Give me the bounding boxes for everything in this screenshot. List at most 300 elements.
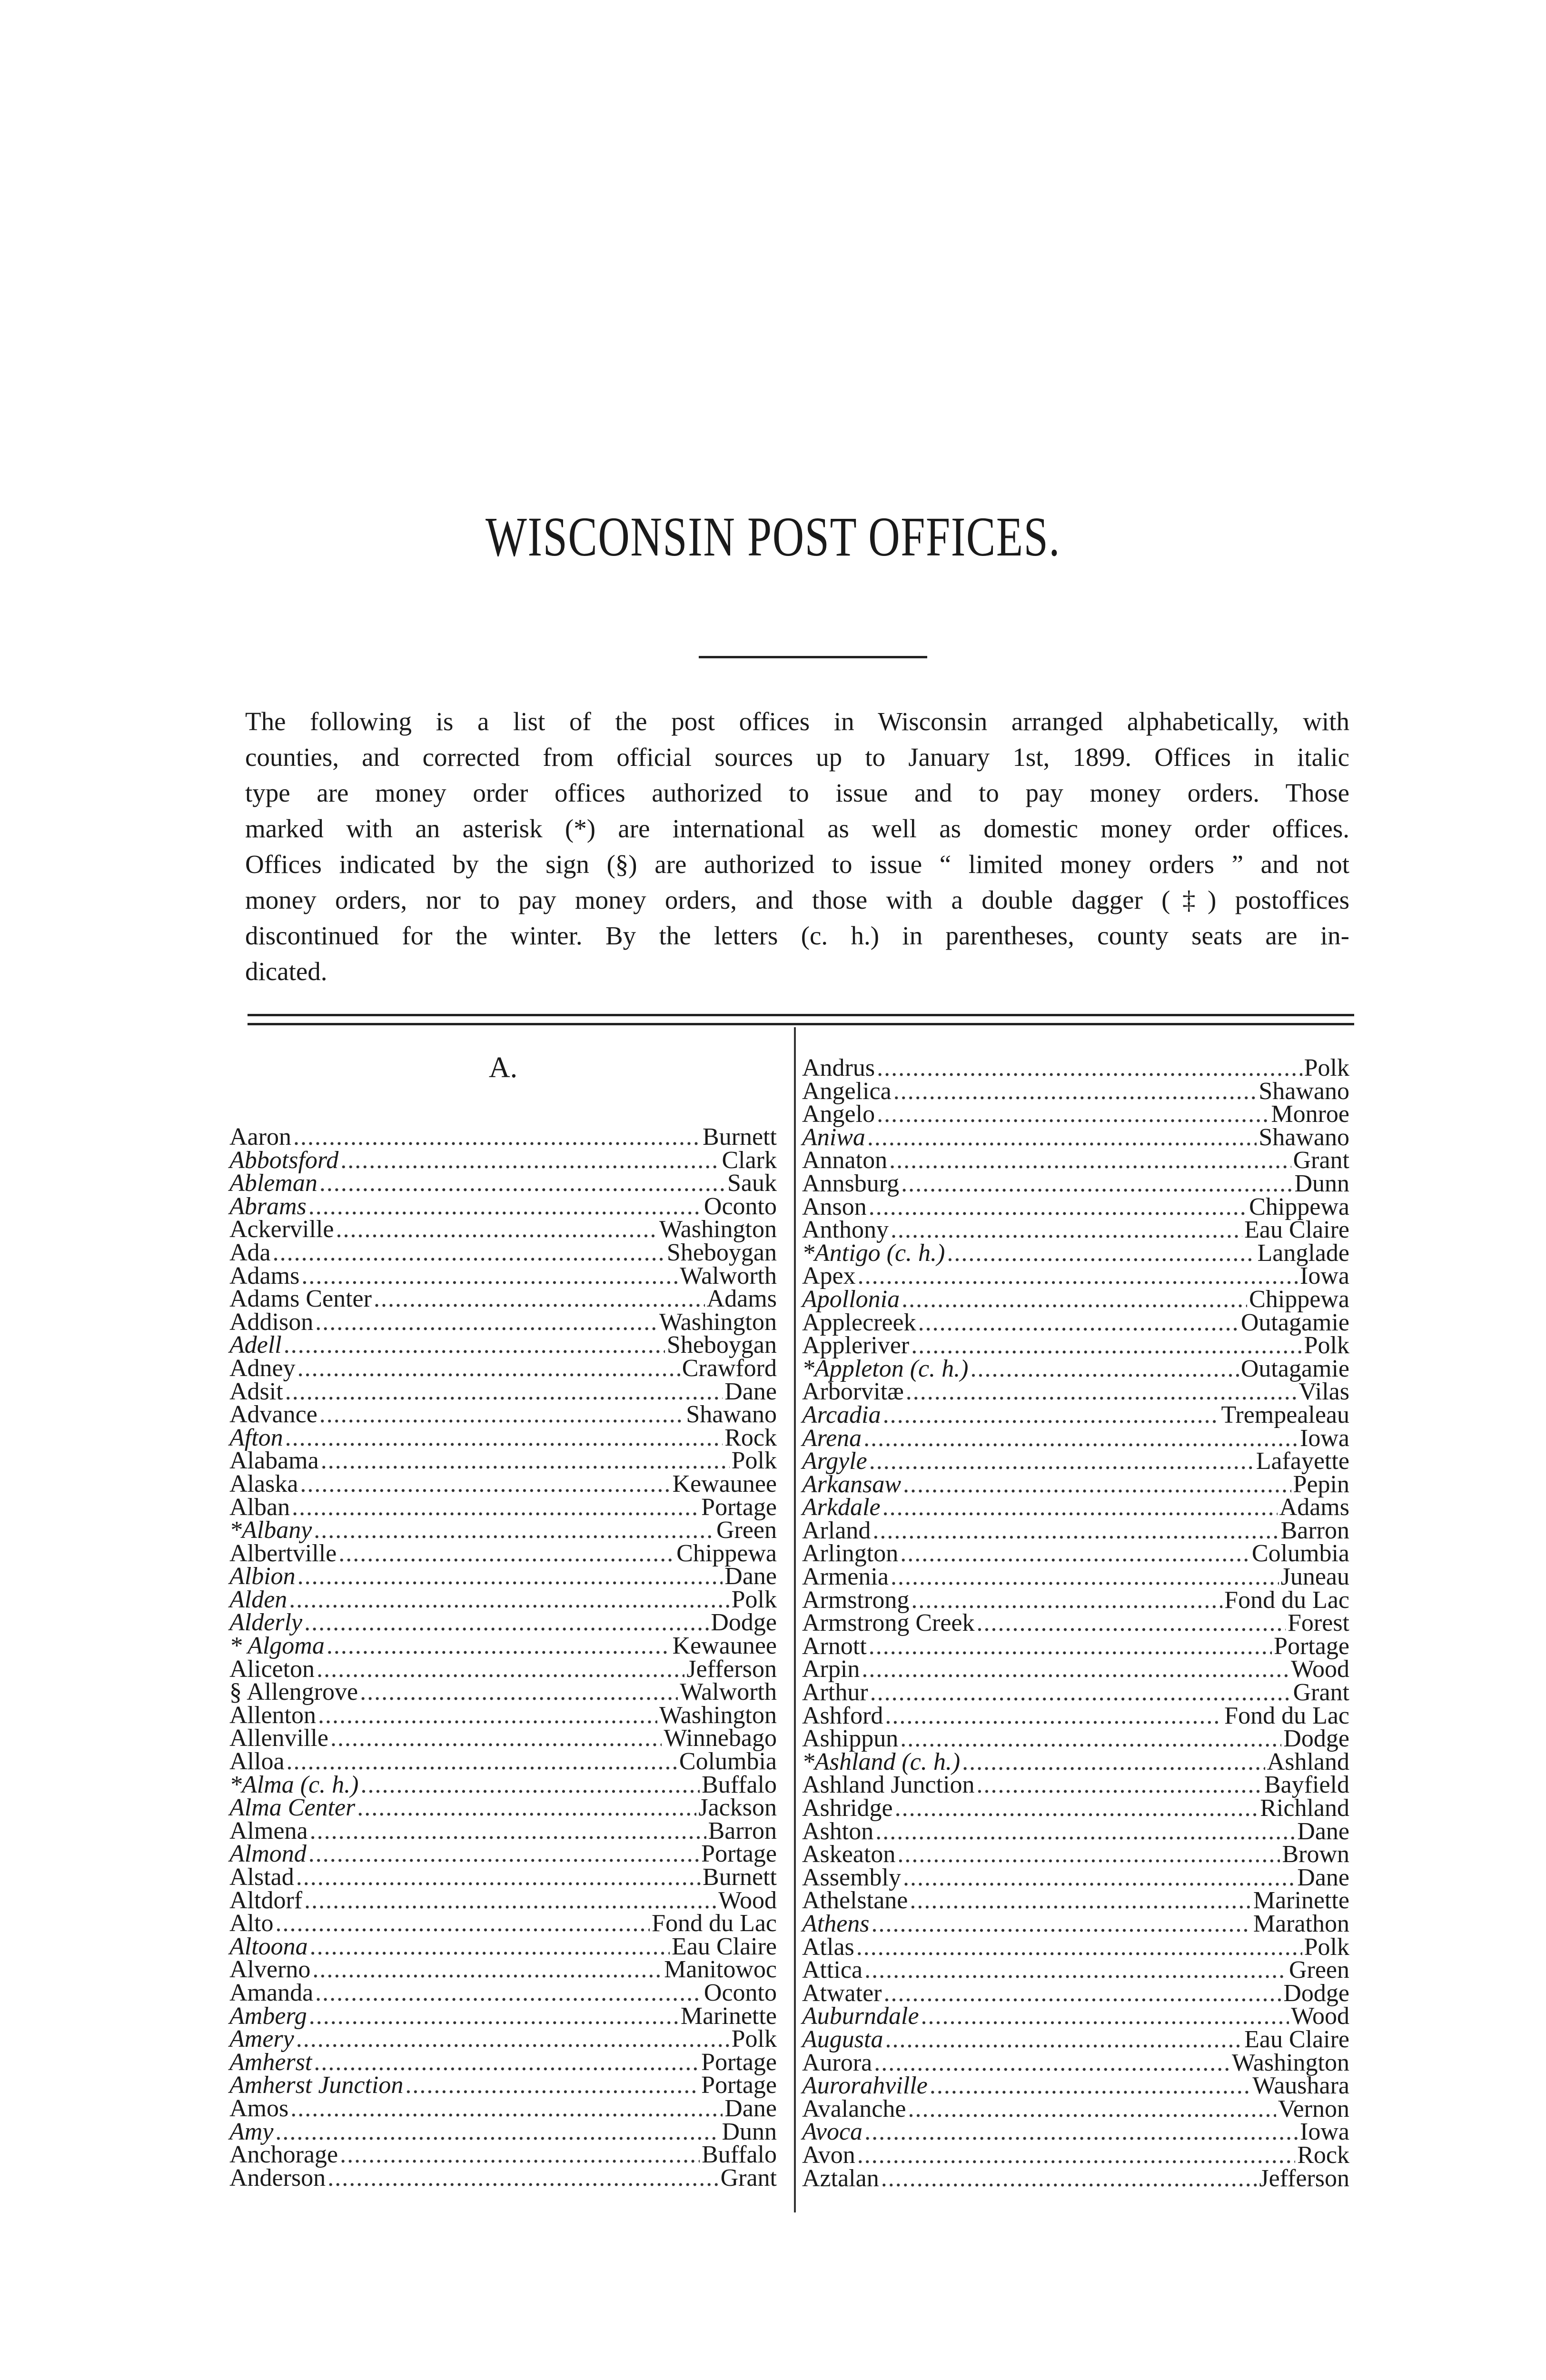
post-office-entry: [229, 1285, 777, 1313]
leader-dots: [338, 1542, 674, 1566]
leader-dots: [875, 1820, 1295, 1844]
leader-dots: [275, 2121, 720, 2144]
post-office-entry: [229, 2002, 777, 2030]
office-name: Anthony: [802, 1216, 889, 1244]
office-name: Avoca: [802, 2118, 863, 2146]
office-name: Adney: [229, 1354, 296, 1382]
office-name: Apex: [802, 1262, 856, 1290]
office-name: Adsit: [229, 1378, 283, 1405]
office-name: Apollonia: [802, 1285, 900, 1313]
office-name: Advance: [229, 1401, 317, 1428]
leader-dots: [903, 1866, 1295, 1890]
county-name: Burnett: [703, 1864, 777, 1891]
office-name: *Albany: [229, 1517, 312, 1544]
leader-dots: [864, 2121, 1298, 2144]
leader-dots: [357, 1796, 696, 1820]
county-name: Dodge: [711, 1609, 777, 1636]
post-office-entry: [802, 1424, 1349, 1452]
leader-dots: [297, 1565, 723, 1588]
county-name: Polk: [1304, 1933, 1349, 1961]
post-office-entry: [229, 1146, 777, 1174]
post-office-entry: [229, 1403, 777, 1427]
page-title: WISCONSIN POST OFFICES.: [486, 506, 1060, 568]
post-office-entry: [802, 1401, 1349, 1428]
intro-line: dicated.: [245, 957, 327, 986]
county-name: Pepin: [1293, 1470, 1349, 1498]
office-name: Aaron: [229, 1123, 291, 1150]
leader-dots: [319, 1172, 725, 1195]
leader-dots: [911, 1589, 1222, 1612]
post-office-entry: [802, 1866, 1349, 1890]
office-name: Ashford: [802, 1702, 883, 1729]
post-office-entry: [229, 1380, 777, 1404]
county-name: Portage: [701, 1840, 777, 1868]
county-name: Jackson: [698, 1794, 777, 1822]
leader-dots: [360, 1681, 678, 1704]
office-name: Armstrong Creek: [802, 1609, 975, 1637]
county-name: Rock: [724, 1424, 777, 1451]
post-office-entry: [802, 1380, 1349, 1404]
county-name: Portage: [701, 2072, 777, 2099]
leader-dots: [310, 1935, 670, 1959]
county-name: Marinette: [1253, 1887, 1349, 1914]
county-name: Manitowoc: [664, 1956, 777, 1983]
post-office-entry: [802, 1470, 1349, 1498]
post-office-entry: [229, 1912, 777, 1935]
office-name: Alaska: [229, 1470, 298, 1497]
office-name: Aniwa: [802, 1123, 865, 1151]
office-name: Alabama: [229, 1447, 319, 1475]
office-name: *Antigo (c. h.): [802, 1239, 945, 1267]
office-name: Arthur: [802, 1679, 868, 1706]
leader-dots: [872, 1519, 1278, 1543]
office-name: Addison: [229, 1308, 314, 1336]
office-name: Athens: [802, 1910, 870, 1937]
county-name: Dodge: [1283, 1979, 1349, 2007]
county-name: Portage: [701, 2048, 777, 2076]
leader-dots: [275, 1912, 650, 1935]
post-office-entry: [229, 1308, 777, 1336]
county-name: Dane: [724, 1563, 777, 1590]
county-name: Polk: [731, 2025, 777, 2053]
leader-dots: [867, 1126, 1257, 1150]
county-name: Washington: [1231, 2049, 1349, 2076]
office-name: Arkdale: [802, 1494, 881, 1521]
leader-dots: [930, 2074, 1250, 2098]
office-name: Askeaton: [802, 1841, 896, 1868]
county-name: Washington: [659, 1701, 777, 1729]
office-name: *Alma (c. h.): [229, 1771, 359, 1798]
county-name: Monroe: [1271, 1101, 1349, 1128]
post-office-entry: [802, 1262, 1349, 1290]
leader-dots: [872, 1913, 1251, 1936]
office-name: Aurorahville: [802, 2072, 928, 2100]
post-office-entry: [802, 1311, 1349, 1335]
post-office-entry: [802, 2049, 1349, 2076]
county-name: Green: [1288, 1956, 1349, 1984]
office-name: Ableman: [229, 1170, 317, 1197]
office-name: Aurora: [802, 2049, 872, 2076]
county-name: Dane: [1297, 1817, 1349, 1845]
post-office-entry: [229, 1424, 777, 1451]
intro-line: discontinued for the winter. By the letters (c. h.) in parentheses, county seats are in-: [245, 921, 1349, 950]
post-office-entry: [802, 1702, 1349, 1729]
office-name: Appleriver: [802, 1332, 910, 1359]
post-office-entry: [229, 1218, 777, 1241]
county-name: Grant: [720, 2164, 777, 2192]
post-office-entry: [802, 2118, 1349, 2146]
post-office-entry: [802, 1843, 1349, 1866]
office-name: Arborvitæ: [802, 1378, 904, 1406]
leader-dots: [962, 1751, 1265, 1774]
post-office-entry: [802, 1334, 1349, 1358]
leader-dots: [318, 1704, 657, 1727]
post-office-entry: [802, 1910, 1349, 1937]
county-name: Adams: [1279, 1494, 1349, 1521]
county-name: Dane: [1297, 1864, 1349, 1891]
leader-dots: [864, 1959, 1287, 1982]
post-office-entry: [802, 1979, 1349, 2007]
post-office-entry: [802, 1956, 1349, 1984]
county-name: Rock: [1297, 2141, 1349, 2169]
post-office-entry: [229, 1701, 777, 1729]
leader-dots: [883, 1404, 1219, 1427]
office-name: Arena: [802, 1424, 862, 1452]
post-office-entry: [229, 1172, 777, 1195]
county-name: Kewaunee: [672, 1632, 777, 1660]
county-name: Outagamie: [1240, 1309, 1349, 1336]
leader-dots: [314, 1519, 714, 1542]
county-name: Adams: [706, 1285, 777, 1313]
post-office-entry: [229, 1958, 777, 1982]
leader-dots: [901, 1172, 1292, 1196]
leader-dots: [319, 1403, 684, 1427]
post-office-entry: [802, 1123, 1349, 1151]
office-name: Amos: [229, 2094, 289, 2122]
county-name: Barron: [1280, 1517, 1349, 1544]
post-office-entry: [229, 2025, 777, 2053]
post-office-entry: [229, 1262, 777, 1289]
leader-dots: [882, 1496, 1278, 1519]
left-column: [229, 1057, 777, 2190]
post-office-entry: [802, 2074, 1349, 2098]
post-office-entry: [229, 1519, 777, 1542]
title-rule: [699, 656, 927, 658]
county-name: Portage: [1274, 1632, 1349, 1660]
county-name: Dane: [724, 2094, 777, 2122]
county-name: Sauk: [727, 1170, 777, 1197]
leader-dots: [315, 1311, 657, 1334]
leader-dots: [893, 1080, 1257, 1103]
post-office-entry: [229, 1678, 777, 1706]
county-name: Fond du Lac: [1224, 1702, 1349, 1729]
office-name: Ashridge: [802, 1795, 893, 1822]
leader-dots: [863, 1427, 1298, 1450]
leader-dots: [292, 1496, 699, 1519]
leader-dots: [874, 2052, 1230, 2075]
leader-dots: [300, 1473, 670, 1496]
office-name: Arnott: [802, 1632, 867, 1660]
county-name: Grant: [1293, 1147, 1349, 1174]
office-name: Amy: [229, 2118, 274, 2145]
left-entries: [229, 1123, 777, 2192]
office-name: Armstrong: [802, 1586, 910, 1614]
county-name: Grant: [1293, 1679, 1349, 1706]
post-office-entry: [802, 1658, 1349, 1681]
office-name: Amery: [229, 2025, 294, 2053]
office-name: Angelica: [802, 1077, 892, 1105]
county-name: Vernon: [1278, 2095, 1349, 2122]
leader-dots: [309, 2005, 679, 2028]
office-name: Ackerville: [229, 1216, 334, 1243]
office-name: Athelstane: [802, 1887, 908, 1914]
post-office-entry: [802, 1054, 1349, 1081]
office-name: Alderly: [229, 1609, 303, 1636]
county-name: Oconto: [704, 1192, 777, 1220]
intro-paragraph: [245, 704, 1349, 989]
county-name: Forest: [1288, 1609, 1349, 1637]
office-name: Alverno: [229, 1956, 311, 1983]
post-office-entry: [229, 1241, 777, 1265]
post-office-entry: [229, 1588, 777, 1612]
office-name: *Ashland (c. h.): [802, 1748, 961, 1775]
county-name: Portage: [701, 1493, 777, 1521]
leader-dots: [284, 1334, 665, 1357]
county-name: Eau Claire: [1244, 1216, 1349, 1244]
office-name: Afton: [229, 1424, 283, 1451]
county-name: Ashland: [1267, 1748, 1349, 1775]
leader-dots: [314, 2051, 699, 2074]
leader-dots: [273, 1241, 665, 1265]
post-office-entry: [229, 2074, 777, 2097]
county-name: Barron: [708, 1817, 777, 1844]
office-name: Anderson: [229, 2164, 326, 2192]
leader-dots: [304, 1889, 716, 1913]
leader-dots: [910, 1889, 1251, 1913]
leader-dots: [897, 1843, 1280, 1866]
post-office-entry: [229, 2118, 777, 2145]
post-office-entry: [229, 1331, 777, 1359]
right-entries: [802, 1054, 1349, 2192]
leader-dots: [321, 1449, 730, 1473]
county-name: Crawford: [682, 1354, 777, 1382]
office-name: Allenville: [229, 1725, 328, 1752]
post-office-entry: [802, 1216, 1349, 1244]
county-name: Eau Claire: [672, 1933, 777, 1960]
post-office-entry: [229, 1611, 777, 1635]
post-office-entry: [802, 1172, 1349, 1196]
post-office-entry: [802, 2141, 1349, 2169]
leader-dots: [340, 1149, 720, 1172]
office-name: Assembly: [802, 1864, 901, 1891]
county-name: Fond du Lac: [652, 1910, 777, 1937]
leader-dots: [869, 1635, 1272, 1658]
post-office-entry: [802, 2025, 1349, 2053]
leader-dots: [902, 1288, 1247, 1311]
county-name: Marathon: [1253, 1910, 1349, 1937]
leader-dots: [285, 1427, 723, 1450]
county-name: Shawano: [1259, 1123, 1349, 1151]
leader-dots: [900, 1727, 1281, 1751]
county-name: Fond du Lac: [1224, 1586, 1349, 1614]
county-name: Burnett: [703, 1123, 777, 1150]
post-office-entry: [229, 1493, 777, 1521]
county-name: Washington: [659, 1216, 777, 1243]
office-name: Adell: [229, 1331, 282, 1359]
post-office-entry: [802, 1586, 1349, 1614]
county-name: Juneau: [1280, 1563, 1349, 1591]
leader-dots: [889, 1149, 1291, 1172]
post-office-entry: [802, 1450, 1349, 1473]
leader-dots: [921, 2005, 1289, 2028]
county-name: Chippewa: [1249, 1285, 1349, 1313]
county-name: Chippewa: [676, 1539, 777, 1567]
leader-dots: [970, 1358, 1239, 1381]
county-name: Shawano: [1259, 1077, 1349, 1105]
county-name: Polk: [1304, 1332, 1349, 1359]
post-office-entry: [229, 1935, 777, 1959]
leader-dots: [336, 1218, 657, 1241]
leader-dots: [911, 1334, 1302, 1358]
office-name: Annaton: [802, 1147, 888, 1174]
office-name: Almena: [229, 1817, 308, 1844]
post-office-entry: [229, 2094, 777, 2122]
leader-dots: [900, 1542, 1250, 1566]
leader-dots: [870, 1681, 1291, 1705]
office-name: Attica: [802, 1956, 863, 1984]
office-name: Almond: [229, 1840, 307, 1868]
office-name: Ashippun: [802, 1725, 899, 1753]
leader-dots: [304, 1611, 709, 1635]
office-name: Arkansaw: [802, 1470, 901, 1498]
county-name: Bayfield: [1264, 1771, 1349, 1799]
county-name: Buffalo: [702, 2141, 777, 2169]
leader-dots: [327, 2167, 718, 2190]
office-name: Amherst Junction: [229, 2072, 404, 2099]
office-name: *Appleton (c. h.): [802, 1355, 969, 1382]
office-name: Argyle: [802, 1448, 867, 1475]
county-name: Columbia: [679, 1748, 777, 1775]
office-name: Alloa: [229, 1748, 285, 1775]
post-office-entry: [802, 1933, 1349, 1961]
post-office-entry: [229, 1866, 777, 1889]
right-column: [802, 1054, 1349, 2192]
office-name: Albion: [229, 1563, 296, 1590]
office-name: Arcadia: [802, 1401, 881, 1428]
office-name: Altdorf: [229, 1886, 303, 1914]
intro-line: Offices indicated by the sign (§) are authorized to issue “ limited money orders ” and not: [245, 850, 1349, 879]
office-name: Angelo: [802, 1101, 875, 1128]
county-name: Sheboygan: [666, 1239, 777, 1266]
county-name: Dane: [724, 1378, 777, 1405]
county-name: Dunn: [722, 2118, 777, 2145]
county-name: Langlade: [1257, 1239, 1349, 1267]
county-name: Walworth: [680, 1678, 777, 1706]
office-name: Arpin: [802, 1656, 860, 1683]
leader-dots: [885, 2028, 1242, 2052]
office-name: Avalanche: [802, 2095, 906, 2122]
leader-dots: [947, 1242, 1255, 1265]
post-office-entry: [802, 1285, 1349, 1313]
county-name: Waushara: [1252, 2072, 1349, 2100]
post-office-entry: [229, 2164, 777, 2192]
leader-dots: [315, 1982, 702, 2005]
county-name: Brown: [1282, 1841, 1349, 1868]
leader-dots: [891, 1219, 1242, 1242]
leader-dots: [296, 1866, 701, 1889]
county-name: Wood: [1291, 2003, 1349, 2030]
office-name: Auburndale: [802, 2003, 919, 2030]
office-name: Anson: [802, 1193, 867, 1220]
office-name: Aliceton: [229, 1655, 315, 1683]
intro-line: type are money order offices authorized to issue and to pay money orders. Those: [245, 778, 1349, 807]
county-name: Chippewa: [1249, 1193, 1349, 1220]
office-name: Adams Center: [229, 1285, 372, 1313]
post-office-entry: [802, 1681, 1349, 1705]
post-office-entry: [229, 1354, 777, 1382]
leader-dots: [877, 1103, 1269, 1126]
post-office-entry: [802, 1149, 1349, 1172]
post-office-entry: [229, 1565, 777, 1588]
post-office-entry: [802, 1496, 1349, 1519]
county-name: Polk: [1304, 1054, 1349, 1081]
county-name: Polk: [731, 1586, 777, 1613]
leader-dots: [290, 2097, 723, 2121]
county-name: Green: [716, 1517, 777, 1544]
intro-line: marked with an asterisk (*) are international as well as domestic money order offices.: [245, 814, 1349, 843]
county-name: Oconto: [704, 1979, 777, 2006]
office-name: Abbotsford: [229, 1146, 339, 1174]
leader-dots: [976, 1612, 1286, 1635]
county-name: Vilas: [1298, 1378, 1349, 1406]
leader-dots: [308, 1843, 699, 1866]
county-name: Shawano: [686, 1401, 777, 1428]
leader-dots: [869, 1450, 1254, 1473]
county-name: Kewaunee: [672, 1470, 777, 1497]
office-name: Andrus: [802, 1054, 875, 1081]
post-office-entry: [229, 1979, 777, 2006]
post-office-entry: [802, 1077, 1349, 1105]
county-name: Iowa: [1300, 1424, 1349, 1452]
office-name: Allenton: [229, 1701, 316, 1729]
office-name: Augusta: [802, 2025, 883, 2053]
post-office-entry: [229, 1750, 777, 1774]
post-office-entry: [229, 1192, 777, 1220]
post-office-entry: [229, 1817, 777, 1844]
leader-dots: [908, 2098, 1276, 2121]
leader-dots: [862, 1658, 1289, 1681]
leader-dots: [285, 1380, 723, 1404]
leader-dots: [891, 1566, 1279, 1589]
office-name: Ashton: [802, 1817, 874, 1845]
leader-dots: [340, 2143, 700, 2167]
office-name: § Allengrove: [229, 1678, 358, 1706]
office-name: Abrams: [229, 1192, 307, 1220]
post-office-entry: [229, 1771, 777, 1798]
leader-dots: [906, 1380, 1297, 1404]
post-office-entry: [802, 1632, 1349, 1660]
county-name: Outagamie: [1240, 1355, 1349, 1382]
leader-dots: [885, 1705, 1222, 1728]
county-name: Wood: [718, 1886, 777, 1914]
county-name: Winnebago: [664, 1725, 777, 1752]
office-name: Applecreek: [802, 1309, 916, 1336]
county-name: Columbia: [1251, 1540, 1349, 1567]
leader-dots: [918, 1311, 1239, 1335]
leader-dots: [317, 1658, 684, 1681]
post-office-entry: [802, 1609, 1349, 1637]
leader-dots: [360, 1774, 700, 1797]
